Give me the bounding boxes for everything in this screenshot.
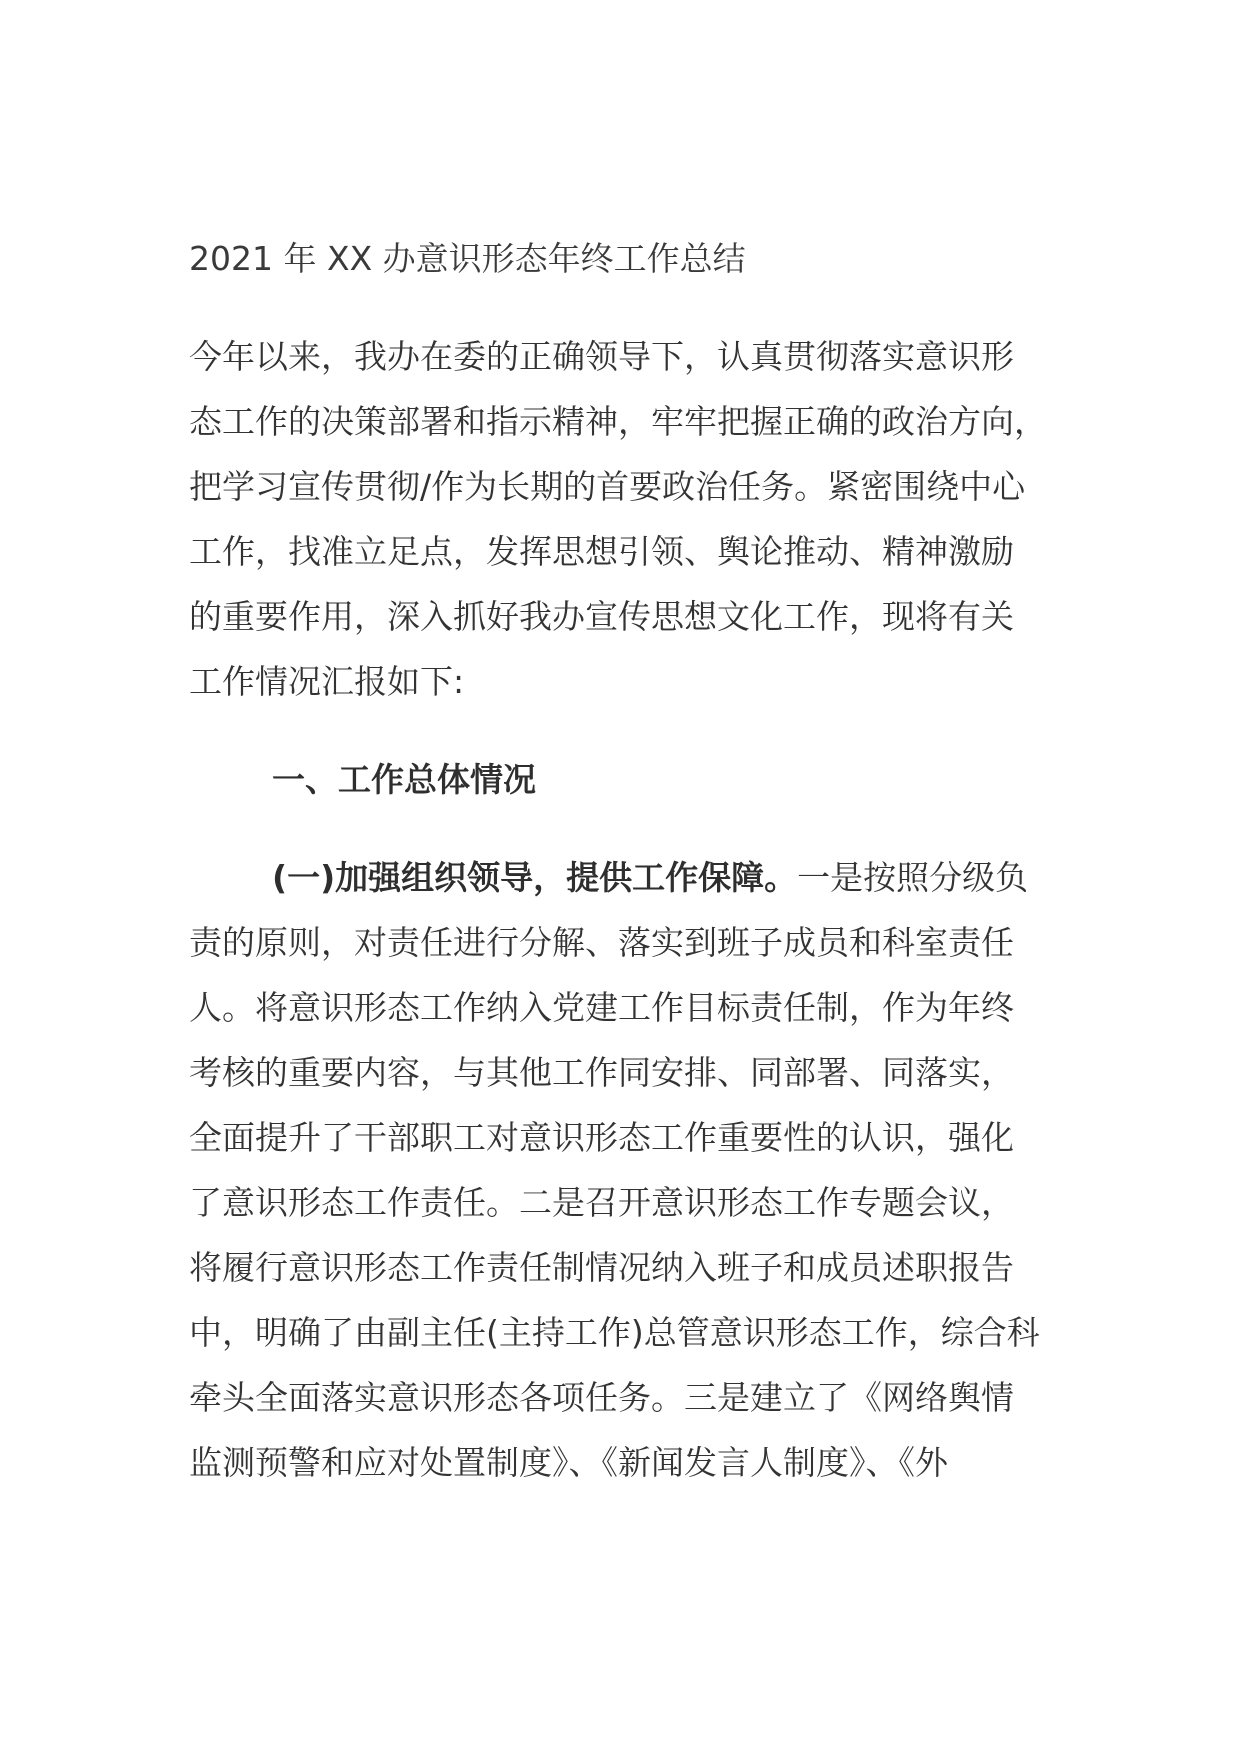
text-line: 态工作的决策部署和指示精神，牢牢把握正确的政治方向， [189, 402, 1047, 441]
text-line: 将履行意识形态工作责任制情况纳入班子和成员述职报告 [189, 1248, 1014, 1287]
text-line: 全面提升了干部职工对意识形态工作重要性的认识，强化 [189, 1118, 1014, 1157]
subsection-first-line-rest: 一是按照分级负 [797, 858, 1029, 897]
text-line: 人。将意识形态工作纳入党建工作目标责任制，作为年终 [189, 988, 1014, 1027]
text-line: 了意识形态工作责任。二是召开意识形态工作专题会议， [189, 1183, 1014, 1222]
text-line: 的重要作用，深入抓好我办宣传思想文化工作，现将有关 [189, 597, 1014, 636]
subsection-lead: (一)加强组织领导，提供工作保障。 [272, 858, 798, 897]
text-line-first [189, 845, 1090, 910]
text-line: 考核的重要内容，与其他工作同安排、同部署、同落实， [189, 1053, 1014, 1092]
text-line: 牵头全面落实意识形态各项任务。三是建立了《网络舆情 [189, 1378, 1014, 1417]
text-line: 责的原则，对责任进行分解、落实到班子成员和科室责任 [189, 923, 1014, 962]
section-heading: 一、工作总体情况 [272, 760, 536, 799]
document-title-block [189, 226, 1090, 291]
subsection-paragraph [189, 845, 1090, 1495]
document-title: 2021 年 XX 办意识形态年终工作总结 [189, 239, 746, 278]
text-line: 中，明确了由副主任(主持工作)总管意识形态工作，综合科 [189, 1313, 1040, 1352]
intro-paragraph [189, 324, 1090, 714]
text-line: 监测预警和应对处置制度》、《新闻发言人制度》、《外 [189, 1443, 948, 1482]
section-heading-block [189, 747, 1090, 812]
text-line: 工作，找准立足点，发挥思想引领、舆论推动、精神激励 [189, 532, 1014, 571]
text-line: 今年以来，我办在委的正确领导下，认真贯彻落实意识形 [189, 337, 1014, 376]
text-line: 工作情况汇报如下: [189, 662, 465, 701]
text-line: 把学习宣传贯彻/作为长期的首要政治任务。紧密围绕中心 [189, 467, 1026, 506]
